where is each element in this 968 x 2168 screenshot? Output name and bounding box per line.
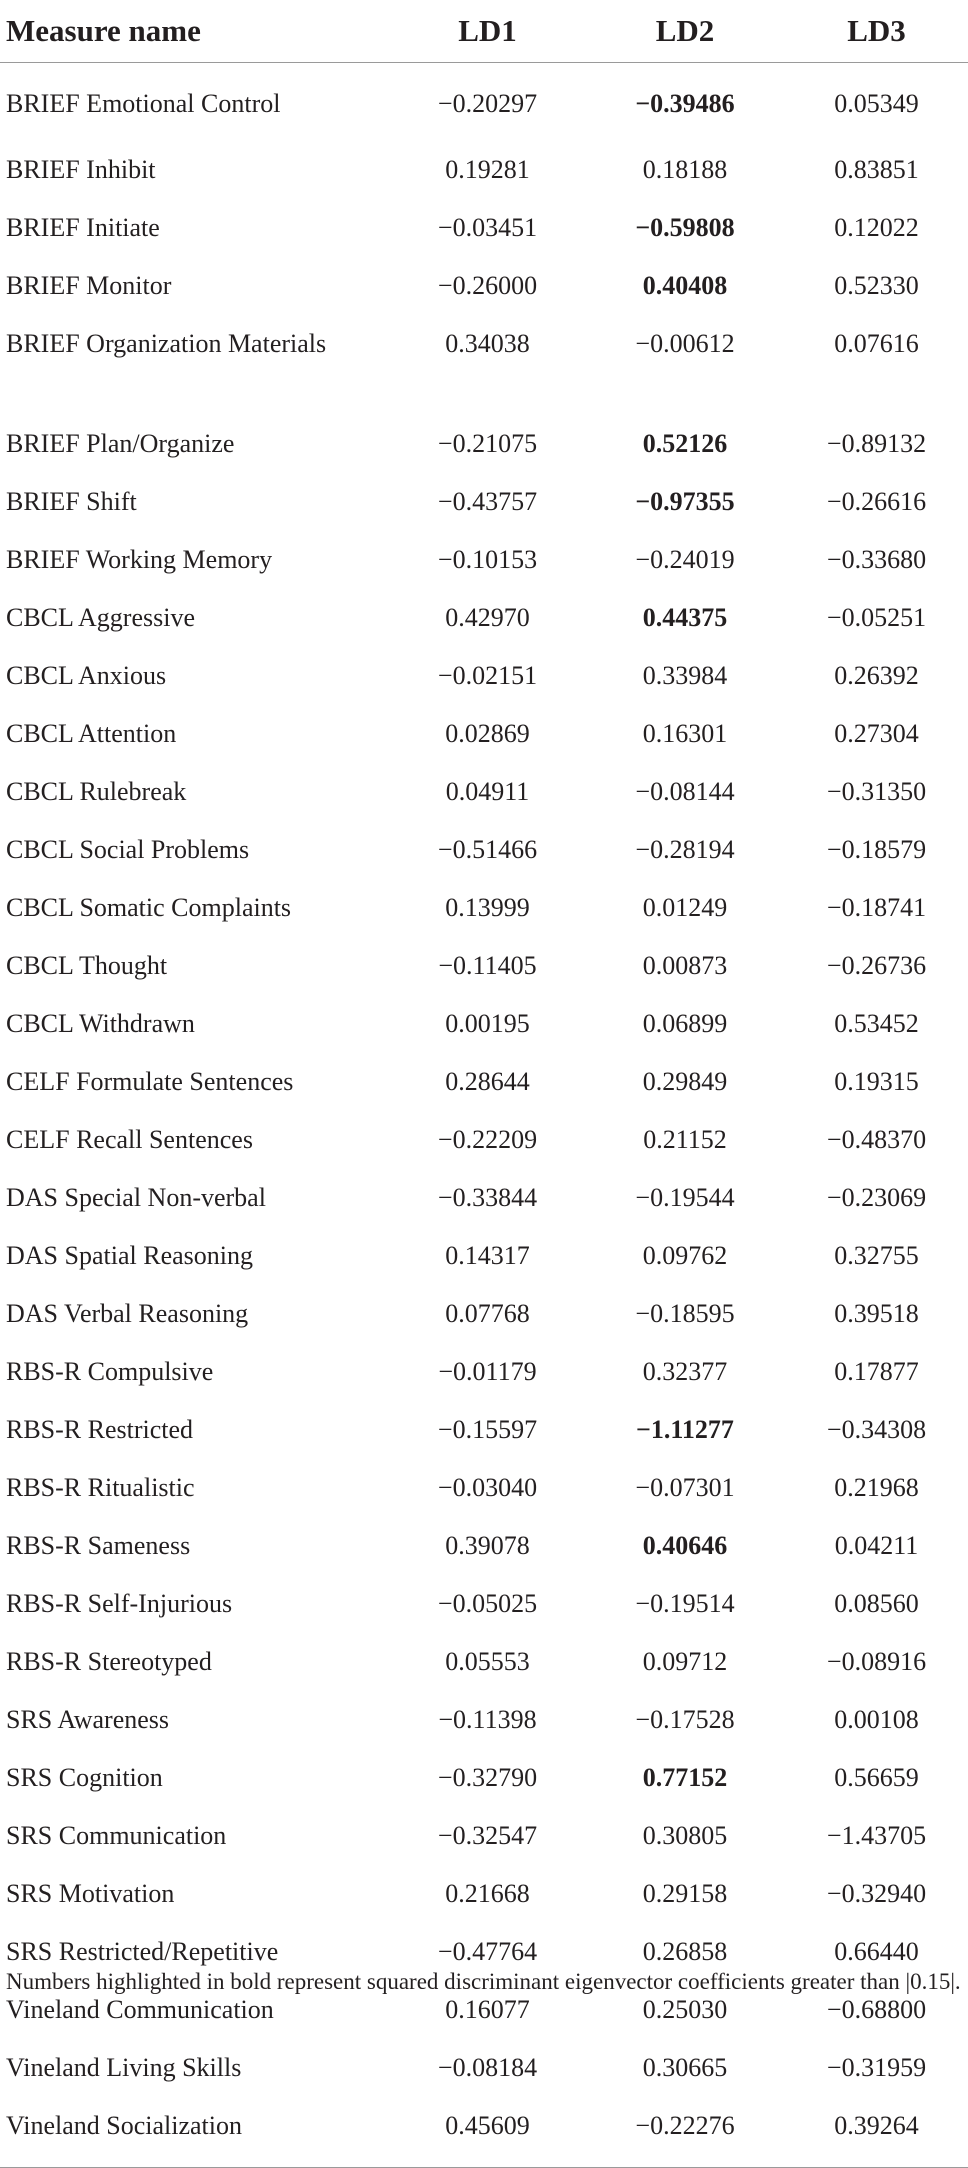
measure-name-cell: CBCL Anxious [6,661,167,690]
table-footnote: Numbers highlighted in bold represent squared discriminant eigenvector coefficients greater than |0.15|. [6,1969,961,1994]
measure-name-cell: CELF Recall Sentences [6,1125,253,1154]
table-row [0,1345,968,1403]
ld1-cell: −0.01179 [438,1357,537,1386]
ld3-cell: 0.08560 [834,1589,919,1618]
table-row [0,1519,968,1577]
measure-name-cell: RBS-R Compulsive [6,1357,214,1386]
ld2-cell: 0.29849 [642,1067,728,1096]
ld2-cell: 0.25030 [642,1995,728,2024]
table-row [0,1229,968,1287]
table-row [0,201,968,259]
ld1-cell: 0.16077 [445,1995,530,2024]
measure-name-cell: DAS Verbal Reasoning [6,1299,249,1328]
measure-name-cell: BRIEF Monitor [6,271,172,300]
table-row [0,533,968,591]
measure-name-cell: RBS-R Ritualistic [6,1473,195,1502]
table-row [0,1055,968,1113]
ld2-cell: −0.07301 [635,1473,735,1502]
ld2-cell: 0.44375 [642,603,728,632]
table-body [0,63,968,2168]
ld2-cell: −0.00612 [635,329,735,358]
ld3-cell: 0.56659 [834,1763,919,1792]
measure-name-cell: SRS Cognition [6,1763,163,1792]
ld3-cell: 0.12022 [834,213,919,242]
ld3-cell: 0.00108 [834,1705,919,1734]
ld1-cell: −0.10153 [437,545,538,574]
measure-name-cell: BRIEF Emotional Control [6,89,281,118]
measure-name-cell: Vineland Socialization [0,2099,390,2168]
measure-name-cell: RBS-R Restricted [6,1415,194,1444]
ld1-cell: −0.51466 [437,835,538,864]
measure-name-cell: BRIEF Inhibit [6,155,156,184]
ld3-cell: 0.07616 [834,329,919,358]
header-ld1: LD1 [390,0,585,63]
ld2-cell: −1.11277 [636,1415,734,1444]
ld2-cell: −0.22276 [585,2099,785,2168]
table-row [0,649,968,707]
table-row [0,1461,968,1519]
ld1-cell: −0.33844 [437,1183,538,1212]
measure-name-cell: SRS Motivation [6,1879,175,1908]
table-row [0,1867,968,1925]
ld1-cell: 0.28644 [445,1067,530,1096]
ld2-cell: −0.18595 [635,1299,735,1328]
ld1-cell: −0.05025 [437,1589,538,1618]
ld3-cell: −0.18741 [826,893,927,922]
ld1-cell: −0.20297 [437,89,538,118]
ld3-cell: 0.26392 [834,661,919,690]
measure-name-cell: BRIEF Organization Materials [6,329,327,358]
ld1-cell: 0.02869 [445,719,530,748]
measure-name-cell: RBS-R Stereotyped [6,1647,212,1676]
table-row [0,1809,968,1867]
ld2-cell: 0.18188 [642,155,728,184]
ld3-cell: −0.26616 [826,487,927,516]
ld3-cell: 0.05349 [834,89,919,118]
ld3-cell: 0.52330 [834,271,919,300]
ld3-cell: −0.31350 [826,777,927,806]
header-measure-name: Measure name [0,0,390,63]
ld3-cell: −0.33680 [826,545,927,574]
ld2-cell: 0.09762 [642,1241,728,1270]
ld2-cell: −0.08144 [635,777,735,806]
ld3-cell: 0.19315 [834,1067,919,1096]
measure-name-cell: CBCL Aggressive [6,603,195,632]
table-row [0,823,968,881]
ld1-cell: −0.43757 [437,487,538,516]
table-row [0,1287,968,1345]
measure-name-cell: BRIEF Plan/Organize [6,429,235,458]
ld1-cell: 0.34038 [445,329,530,358]
table-row [0,63,968,144]
measure-name-cell: RBS-R Self-Injurious [6,1589,233,1618]
ld1-cell: −0.32790 [437,1763,538,1792]
measure-name-cell: BRIEF Initiate [6,213,160,242]
ld3-cell: 0.32755 [834,1241,919,1270]
ld1-cell: −0.21075 [437,429,538,458]
measure-name-cell: CBCL Somatic Complaints [6,893,292,922]
measure-name-cell: CBCL Thought [6,951,168,980]
table-row [0,1171,968,1229]
ld1-cell: 0.04911 [445,777,530,806]
ld3-cell: 0.39264 [785,2099,968,2168]
header-ld2: LD2 [585,0,785,63]
measure-name-cell: RBS-R Sameness [6,1531,191,1560]
measure-name-cell: SRS Awareness [6,1705,170,1734]
table-row [0,143,968,201]
ld1-cell: −0.08184 [437,2053,538,2082]
ld2-cell: 0.30805 [642,1821,728,1850]
ld2-cell: 0.77152 [642,1763,728,1792]
ld3-cell: −0.32940 [826,1879,927,1908]
ld3-cell: −1.43705 [826,1821,927,1850]
ld3-cell: 0.53452 [834,1009,919,1038]
table-row [0,317,968,417]
ld1-cell: −0.22209 [437,1125,538,1154]
ld1-cell: 0.42970 [445,603,530,632]
ld3-cell: 0.83851 [834,155,919,184]
ld1-cell: 0.45609 [390,2099,585,2168]
table-row [0,1577,968,1635]
table-row [0,1403,968,1461]
ld2-cell: −0.19544 [635,1183,735,1212]
table-row [0,2099,968,2168]
ld3-cell: −0.05251 [826,603,927,632]
ld2-cell: −0.24019 [635,545,735,574]
header-ld3: LD3 [785,0,968,63]
ld2-cell: 0.40646 [642,1531,728,1560]
ld3-cell: −0.89132 [826,429,927,458]
ld1-cell: 0.39078 [445,1531,530,1560]
ld2-cell: 0.32377 [642,1357,728,1386]
table-row [0,1635,968,1693]
ld3-cell: −0.23069 [826,1183,927,1212]
ld2-cell: −0.59808 [635,213,735,242]
ld1-cell: 0.19281 [445,155,530,184]
ld3-cell: −0.26736 [826,951,927,980]
ld2-cell: 0.09712 [642,1647,728,1676]
ld2-cell: 0.30665 [642,2053,728,2082]
measure-name-cell: BRIEF Working Memory [6,545,273,574]
ld2-cell: −0.39486 [635,89,735,118]
ld2-cell: 0.21152 [643,1125,727,1154]
ld2-cell: 0.06899 [642,1009,728,1038]
ld2-cell: 0.01249 [642,893,728,922]
ld3-cell: −0.34308 [826,1415,927,1444]
measure-name-cell: CELF Formulate Sentences [6,1067,294,1096]
ld1-cell: 0.00195 [445,1009,530,1038]
measure-name-cell: SRS Restricted/Repetitive [6,1937,279,1966]
ld3-cell: 0.21968 [834,1473,919,1502]
ld3-cell: −0.68800 [826,1995,927,2024]
ld2-cell: −0.19514 [635,1589,735,1618]
ld2-cell: 0.16301 [642,719,728,748]
ld3-cell: −0.08916 [826,1647,927,1676]
ld3-cell: −0.48370 [826,1125,927,1154]
table-row [0,417,968,475]
measure-name-cell: SRS Communication [6,1821,227,1850]
measure-name-cell: CBCL Social Problems [6,835,250,864]
ld1-cell: −0.32547 [437,1821,538,1850]
table-row [0,939,968,997]
table-row [0,1113,968,1171]
table-row [0,2041,968,2099]
ld3-cell: 0.27304 [834,719,919,748]
ld3-cell: −0.18579 [826,835,927,864]
measure-name-cell: DAS Spatial Reasoning [6,1241,253,1270]
ld1-cell: −0.11405 [438,951,537,980]
table-row [0,707,968,765]
ld1-cell: −0.02151 [437,661,538,690]
ld2-cell: −0.28194 [635,835,735,864]
ld3-cell: 0.39518 [834,1299,919,1328]
ld3-cell: 0.17877 [834,1357,919,1386]
ld1-cell: −0.15597 [437,1415,538,1444]
ld2-cell: 0.40408 [642,271,728,300]
table-header-row [0,0,968,63]
table-row [0,765,968,823]
measure-name-cell: CBCL Attention [6,719,177,748]
ld2-cell: −0.97355 [635,487,735,516]
table-row [0,1693,968,1751]
table-row [0,259,968,317]
ld1-cell: 0.07768 [445,1299,530,1328]
ld1-cell: 0.21668 [445,1879,530,1908]
ld3-cell: 0.04211 [834,1531,919,1560]
ld1-cell: −0.47764 [437,1937,538,1966]
ld3-cell: 0.66440 [834,1937,919,1966]
measure-name-cell: CBCL Rulebreak [6,777,187,806]
ld1-cell: 0.14317 [445,1241,530,1270]
ld2-cell: 0.29158 [642,1879,728,1908]
table-row [0,997,968,1055]
measure-name-cell: BRIEF Shift [6,487,137,516]
measure-name-cell: CBCL Withdrawn [6,1009,195,1038]
ld1-cell: −0.03451 [437,213,538,242]
ld2-cell: 0.33984 [642,661,728,690]
ld1-cell: 0.05553 [445,1647,530,1676]
table-row [0,881,968,939]
table-row [0,591,968,649]
ld2-cell: 0.52126 [642,429,728,458]
table-row [0,475,968,533]
ld1-cell: 0.13999 [445,893,530,922]
measure-name-cell: Vineland Living Skills [6,2053,242,2082]
ld1-cell: −0.11398 [438,1705,537,1734]
ld2-cell: −0.17528 [635,1705,735,1734]
measure-name-cell: DAS Special Non-verbal [6,1183,266,1212]
table-row [0,1751,968,1809]
ld3-cell: −0.31959 [826,2053,927,2082]
ld2-cell: 0.26858 [642,1937,728,1966]
ld2-cell: 0.00873 [642,951,728,980]
measure-name-cell: Vineland Communication [6,1995,274,2024]
ld1-cell: −0.03040 [437,1473,538,1502]
ld1-cell: −0.26000 [437,271,538,300]
